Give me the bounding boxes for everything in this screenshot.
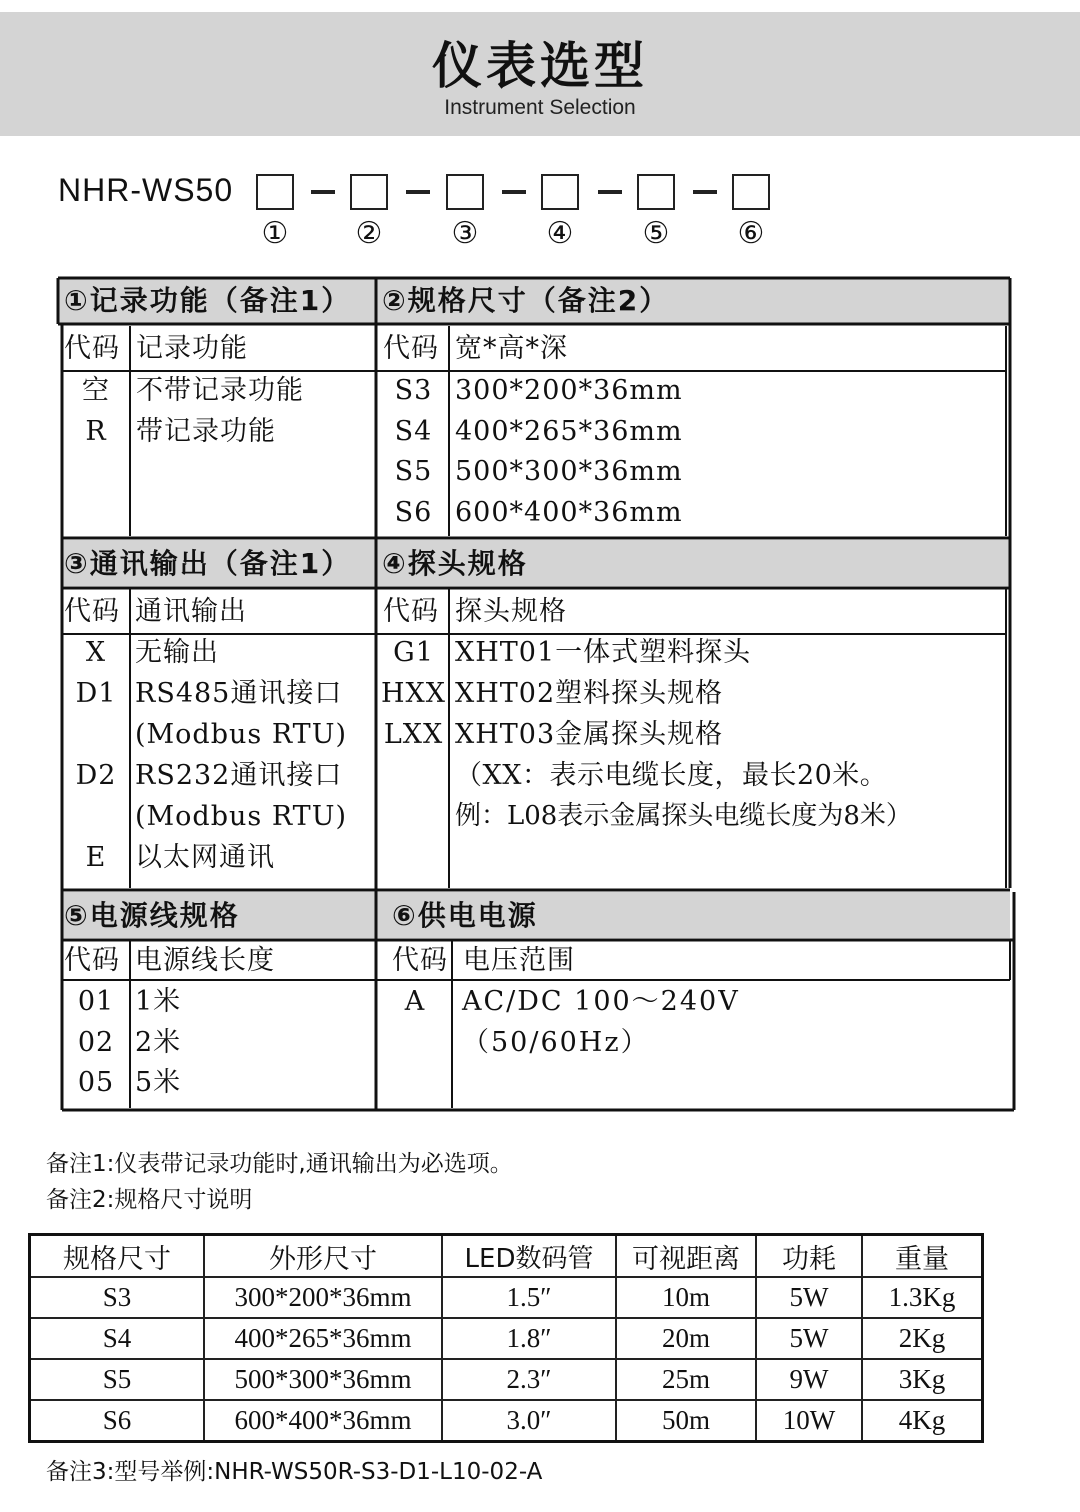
option-code: R — [85, 416, 107, 447]
option-desc: RS232通讯接口 — [135, 760, 343, 791]
section-probe-title: ④探头规格 — [382, 547, 528, 580]
spec-cell: 400*265*36mm — [204, 1318, 442, 1359]
option-code: S4 — [394, 416, 433, 447]
spec-cell: 500*300*36mm — [204, 1359, 442, 1400]
option-desc: XHT03金属探头规格 — [455, 719, 724, 750]
spec-cell: S3 — [30, 1277, 205, 1318]
option-desc: XHT01一体式塑料探头 — [455, 637, 752, 668]
col-desc-header: 电源线长度 — [135, 945, 275, 976]
section-power-title: ⑥供电电源 — [392, 899, 538, 932]
spec-cell: 5W — [756, 1318, 862, 1359]
spec-cell: 1.5″ — [442, 1277, 616, 1318]
spec-cell: 25m — [616, 1359, 756, 1400]
col-desc-header: 电压范围 — [463, 945, 575, 976]
table-row — [30, 1318, 983, 1359]
note-2: 备注2:规格尺寸说明 — [46, 1187, 253, 1213]
spec-cell: 2Kg — [862, 1318, 983, 1359]
option-note: （XX：表示电缆长度，最长20米。 — [455, 760, 888, 791]
option-desc: 500*300*36mm — [455, 456, 683, 487]
spec-cell: 2.3″ — [442, 1359, 616, 1400]
note-1: 备注1:仪表带记录功能时,通讯输出为必选项。 — [46, 1151, 513, 1177]
spec-header: LED数码管 — [442, 1235, 616, 1278]
option-desc: XHT02塑料探头规格 — [455, 678, 724, 709]
col-code-header: 代码 — [64, 333, 120, 364]
option-desc: 400*265*36mm — [455, 416, 683, 447]
option-desc: 600*400*36mm — [455, 497, 683, 528]
position-label-1: ① — [261, 216, 289, 251]
option-code: 05 — [77, 1067, 115, 1098]
spec-cell: 3Kg — [862, 1359, 983, 1400]
spec-cell: 5W — [756, 1277, 862, 1318]
option-desc: 5米 — [135, 1067, 182, 1098]
col-desc-header: 通讯输出 — [135, 596, 247, 627]
spec-cell: S5 — [30, 1359, 205, 1400]
section-comm-title: ③通讯输出（备注1） — [64, 547, 352, 580]
option-code: LXX — [383, 719, 444, 750]
option-desc: 300*200*36mm — [455, 375, 683, 406]
option-note: 例：L08表示金属探头电缆长度为8米） — [455, 801, 912, 831]
spec-cell: 10W — [756, 1400, 862, 1442]
table-row — [30, 1277, 983, 1318]
col-code-header: 代码 — [392, 945, 448, 976]
section-size-title: ②规格尺寸（备注2） — [382, 284, 670, 317]
option-code: E — [85, 842, 107, 873]
option-desc: 无输出 — [135, 637, 219, 668]
position-label-5: ⑤ — [642, 216, 670, 251]
spec-header: 规格尺寸 — [30, 1235, 205, 1278]
option-desc: RS485通讯接口 — [135, 678, 343, 709]
spec-header: 可视距离 — [616, 1235, 756, 1278]
spec-cell: 1.3Kg — [862, 1277, 983, 1318]
col-code-header: 代码 — [383, 333, 439, 364]
position-label-4: ④ — [546, 216, 574, 251]
note-3: 备注3:型号举例:NHR-WS50R-S3-D1-L10-02-A — [46, 1459, 543, 1485]
page-subtitle: Instrument Selection — [444, 96, 636, 119]
spec-table — [28, 1233, 984, 1443]
section-record-title: ①记录功能（备注1） — [64, 284, 352, 317]
option-desc: AC/DC 100～240V — [462, 986, 740, 1017]
spec-header: 功耗 — [756, 1235, 862, 1278]
option-desc: 不带记录功能 — [136, 375, 304, 406]
option-code: S3 — [394, 375, 433, 406]
option-code: S6 — [394, 497, 433, 528]
spec-cell: 600*400*36mm — [204, 1400, 442, 1442]
spec-cell: 300*200*36mm — [204, 1277, 442, 1318]
position-label-3: ③ — [451, 216, 479, 251]
option-code: 空 — [82, 375, 110, 406]
option-code: G1 — [393, 637, 434, 668]
spec-cell: 9W — [756, 1359, 862, 1400]
col-code-header: 代码 — [64, 596, 120, 627]
spec-cell: 4Kg — [862, 1400, 983, 1442]
option-code: 01 — [77, 986, 115, 1017]
position-label-2: ② — [355, 216, 383, 251]
col-desc-header: 探头规格 — [455, 596, 567, 627]
option-desc: （50/60Hz） — [462, 1027, 650, 1058]
spec-cell: 50m — [616, 1400, 756, 1442]
option-code: D2 — [75, 760, 117, 791]
option-code: 02 — [77, 1027, 115, 1058]
spec-cell: S6 — [30, 1400, 205, 1442]
model-prefix: NHR-WS50 — [58, 172, 234, 208]
option-code: X — [85, 637, 107, 668]
option-code: A — [404, 986, 426, 1017]
col-desc-header: 记录功能 — [136, 333, 248, 364]
col-code-header: 代码 — [64, 945, 120, 976]
spec-header: 重量 — [862, 1235, 983, 1278]
table-row — [30, 1400, 983, 1442]
position-label-6: ⑥ — [737, 216, 765, 251]
option-code: HXX — [381, 678, 446, 709]
option-code: S5 — [394, 456, 433, 487]
spec-header: 外形尺寸 — [204, 1235, 442, 1278]
spec-table-header-row — [30, 1235, 983, 1278]
table-row — [30, 1359, 983, 1400]
spec-cell: S4 — [30, 1318, 205, 1359]
option-desc: 以太网通讯 — [135, 842, 275, 873]
option-desc: 1米 — [135, 986, 182, 1017]
option-desc: (Modbus RTU) — [135, 801, 347, 832]
option-desc: 2米 — [135, 1027, 182, 1058]
col-code-header: 代码 — [383, 596, 439, 627]
section-cable-title: ⑤电源线规格 — [64, 899, 240, 932]
option-desc: (Modbus RTU) — [135, 719, 347, 750]
option-desc: 带记录功能 — [136, 416, 276, 447]
col-desc-header: 宽*高*深 — [455, 333, 568, 364]
spec-cell: 3.0″ — [442, 1400, 616, 1442]
page-title: 仪表选型 — [432, 37, 648, 95]
spec-cell: 10m — [616, 1277, 756, 1318]
option-code: D1 — [75, 678, 117, 709]
spec-cell: 1.8″ — [442, 1318, 616, 1359]
spec-cell: 20m — [616, 1318, 756, 1359]
